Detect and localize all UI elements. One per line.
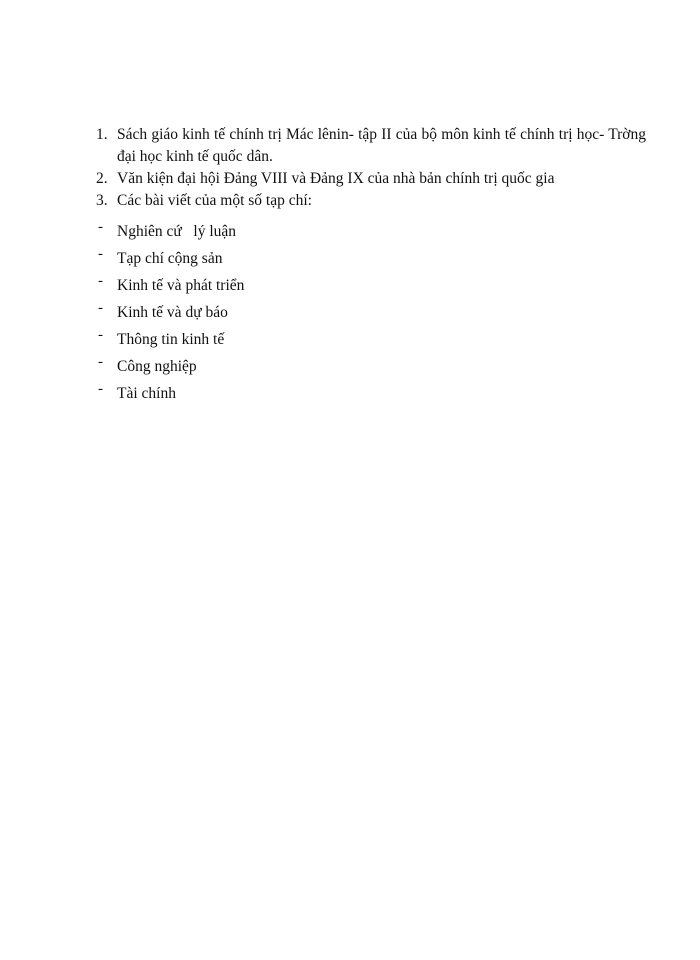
journal-item-6 <box>96 356 646 378</box>
bullet-dash: - <box>98 354 103 370</box>
journal-name: Tạp chí cộng sản <box>117 250 223 267</box>
journal-name: Thông tin kinh tế <box>117 331 225 348</box>
reference-item-1 <box>96 124 662 168</box>
reference-number: 1. <box>96 126 108 143</box>
journal-list <box>96 221 646 410</box>
bullet-dash: - <box>98 246 103 262</box>
journal-name: Công nghiệp <box>117 358 197 375</box>
journal-item-3 <box>96 275 646 297</box>
reference-item-3 <box>96 190 646 212</box>
reference-number: 2. <box>96 170 108 187</box>
bullet-dash: - <box>98 327 103 343</box>
bullet-dash: - <box>98 273 103 289</box>
journal-item-2 <box>96 248 646 270</box>
journal-name: Nghiên cứ lý luận <box>117 223 237 240</box>
reference-list <box>96 124 662 212</box>
bullet-dash: - <box>98 219 103 235</box>
journal-item-7 <box>96 383 646 405</box>
bullet-dash: - <box>98 300 103 316</box>
reference-number: 3. <box>96 192 108 209</box>
journal-name: Tài chính <box>117 385 176 402</box>
journal-name: Kinh tế và phát triển <box>117 277 245 294</box>
reference-item-2 <box>96 168 646 190</box>
journal-item-5 <box>96 329 646 351</box>
journal-item-4 <box>96 302 646 324</box>
journal-name: Kinh tế và dự báo <box>117 304 228 321</box>
reference-text: Các bài viết của một số tạp chí: <box>117 192 312 209</box>
reference-text: Văn kiện đại hội Đảng VIII và Đảng IX của nhà bản chính trị quốc gia <box>117 170 555 187</box>
journal-item-1 <box>96 221 646 243</box>
bullet-dash: - <box>98 381 103 397</box>
reference-text: Sách giáo kinh tế chính trị Mác lênin- tập II của bộ môn kinh tế chính trị học- Trờng đại học kinh tế quốc dân. <box>117 126 662 165</box>
